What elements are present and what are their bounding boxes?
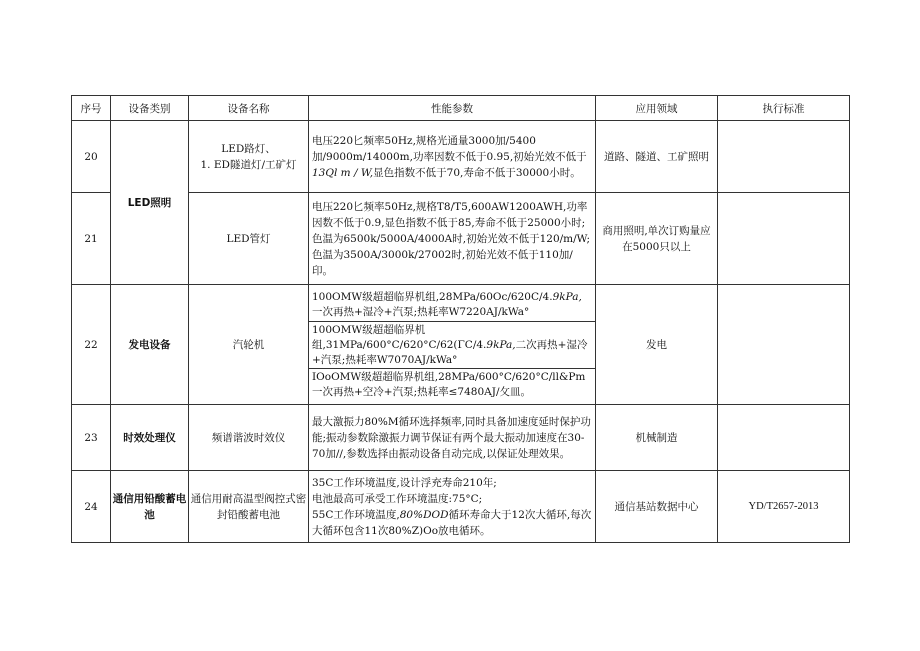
spec-cell — [309, 471, 596, 543]
standard-cell — [718, 193, 850, 285]
standard-cell — [718, 405, 850, 471]
table-row — [72, 121, 850, 193]
spec-text: 电池最高可承受工作环境温度:75°C; — [312, 492, 483, 505]
category-cell: 时效处理仪 — [111, 405, 189, 471]
header-field: 应用领域 — [596, 96, 718, 121]
equipment-table — [71, 95, 850, 543]
standard-cell — [718, 285, 850, 405]
field-cell: 发电 — [596, 285, 718, 405]
spec-subrow: IOoOMW级超超临界机组,28MPa/600°C/620°C/ll&Pm一次再热+空冷+汽泵;热耗率≤7480AJ/攵皿。 — [309, 368, 595, 401]
spec-text: 一次再热+湿冷+汽泵;热耗率W7220AJ/kWa° — [312, 305, 530, 318]
field-cell: 商用照明,单次订购量应在5000只以上 — [596, 193, 718, 285]
header-category: 设备类别 — [111, 96, 189, 121]
spec-italic-text: 9kPa, — [486, 338, 516, 351]
field-cell: 通信基站数据中心 — [596, 471, 718, 543]
table-row — [72, 285, 850, 405]
equipment-name-cell: 频谱谐波时效仪 — [189, 405, 309, 471]
table-row — [72, 193, 850, 285]
equipment-name-cell: 通信用耐高温型阀控式密封铅酸蓄电池 — [189, 471, 309, 543]
header-number: 序号 — [72, 96, 111, 121]
header-standard: 执行标准 — [718, 96, 850, 121]
spec-cell: 电压220匕频率50Hz,规格T8/T5,600AW1200AWH,功率因数不低于0.9,显色指数不低于85,寿命不低于25000小时;色温为6500k/5000A/4000A时,初始光效不低于120/m/W;色温为3500A/3000k/27002时,初始光效不低于110加/印。 — [309, 193, 596, 285]
row-number: 20 — [72, 121, 111, 193]
category-cell: LED照明 — [111, 121, 189, 285]
spec-text: 35C工作环境温度,设计浮充寿命210年; — [312, 476, 497, 489]
row-number: 24 — [72, 471, 111, 543]
spec-cell: 最大激振力80%M循环选择频率,同时具备加速度延时保护功能;振动参数除激振力调节保证有两个最大振动加速度在30-70加//,参数选择由振动设备自动完成,以保证处理效果。 — [309, 405, 596, 471]
table-row — [72, 405, 850, 471]
spec-cell — [309, 121, 596, 193]
field-cell: 机械制造 — [596, 405, 718, 471]
spec-text: 100OMW级超超临界机组,28MPa/60Oc/620C/4. — [312, 290, 553, 303]
name-line: 1. ED隧道灯/工矿灯 — [200, 158, 297, 171]
row-number: 21 — [72, 193, 111, 285]
spec-italic-text: 80%DOD — [399, 508, 449, 521]
spec-italic-text: 13Ql m / W, — [312, 166, 374, 179]
equipment-name-cell — [189, 121, 309, 193]
spec-text: 显色指数不低于70,寿命不低于30000小时。 — [373, 166, 581, 179]
spec-text: 100OMW级超超临界机组,31MPa/600°C/620°C/62(ΓC/4. — [312, 323, 487, 351]
spec-text: 电压220匕频率50Hz,规格光通量3000加/5400加/9000m/14000m,功率因数不低于0.95,初始光效不低于 — [312, 134, 587, 163]
standard-cell: YD/T2657-2013 — [718, 471, 850, 543]
spec-subrow — [309, 289, 595, 321]
category-cell: 通信用铅酸蓄电池 — [111, 471, 189, 543]
spec-text: 55C工作环境温度, — [312, 508, 400, 521]
category-cell: 发电设备 — [111, 285, 189, 405]
equipment-name-cell: LED管灯 — [189, 193, 309, 285]
header-spec: 性能参数 — [309, 96, 596, 121]
standard-cell — [718, 121, 850, 193]
row-number: 22 — [72, 285, 111, 405]
spec-italic-text: 9kPa, — [552, 290, 582, 303]
spec-cell — [309, 285, 596, 405]
spec-subrow — [309, 321, 595, 368]
row-number: 23 — [72, 405, 111, 471]
spec-text: 循环寿命大于12次大循环,每次大循环包含11次80%Z)Oo放电循环。 — [312, 508, 592, 537]
table-row — [72, 471, 850, 543]
field-cell: 道路、隧道、工矿照明 — [596, 121, 718, 193]
equipment-name-cell: 汽轮机 — [189, 285, 309, 405]
spec-text: 二次再热+湿冷+汽泵;热耗率W7070AJ/kWa° — [312, 338, 588, 366]
header-row — [72, 96, 850, 121]
name-line: LED路灯、 — [221, 142, 276, 155]
header-name: 设备名称 — [189, 96, 309, 121]
